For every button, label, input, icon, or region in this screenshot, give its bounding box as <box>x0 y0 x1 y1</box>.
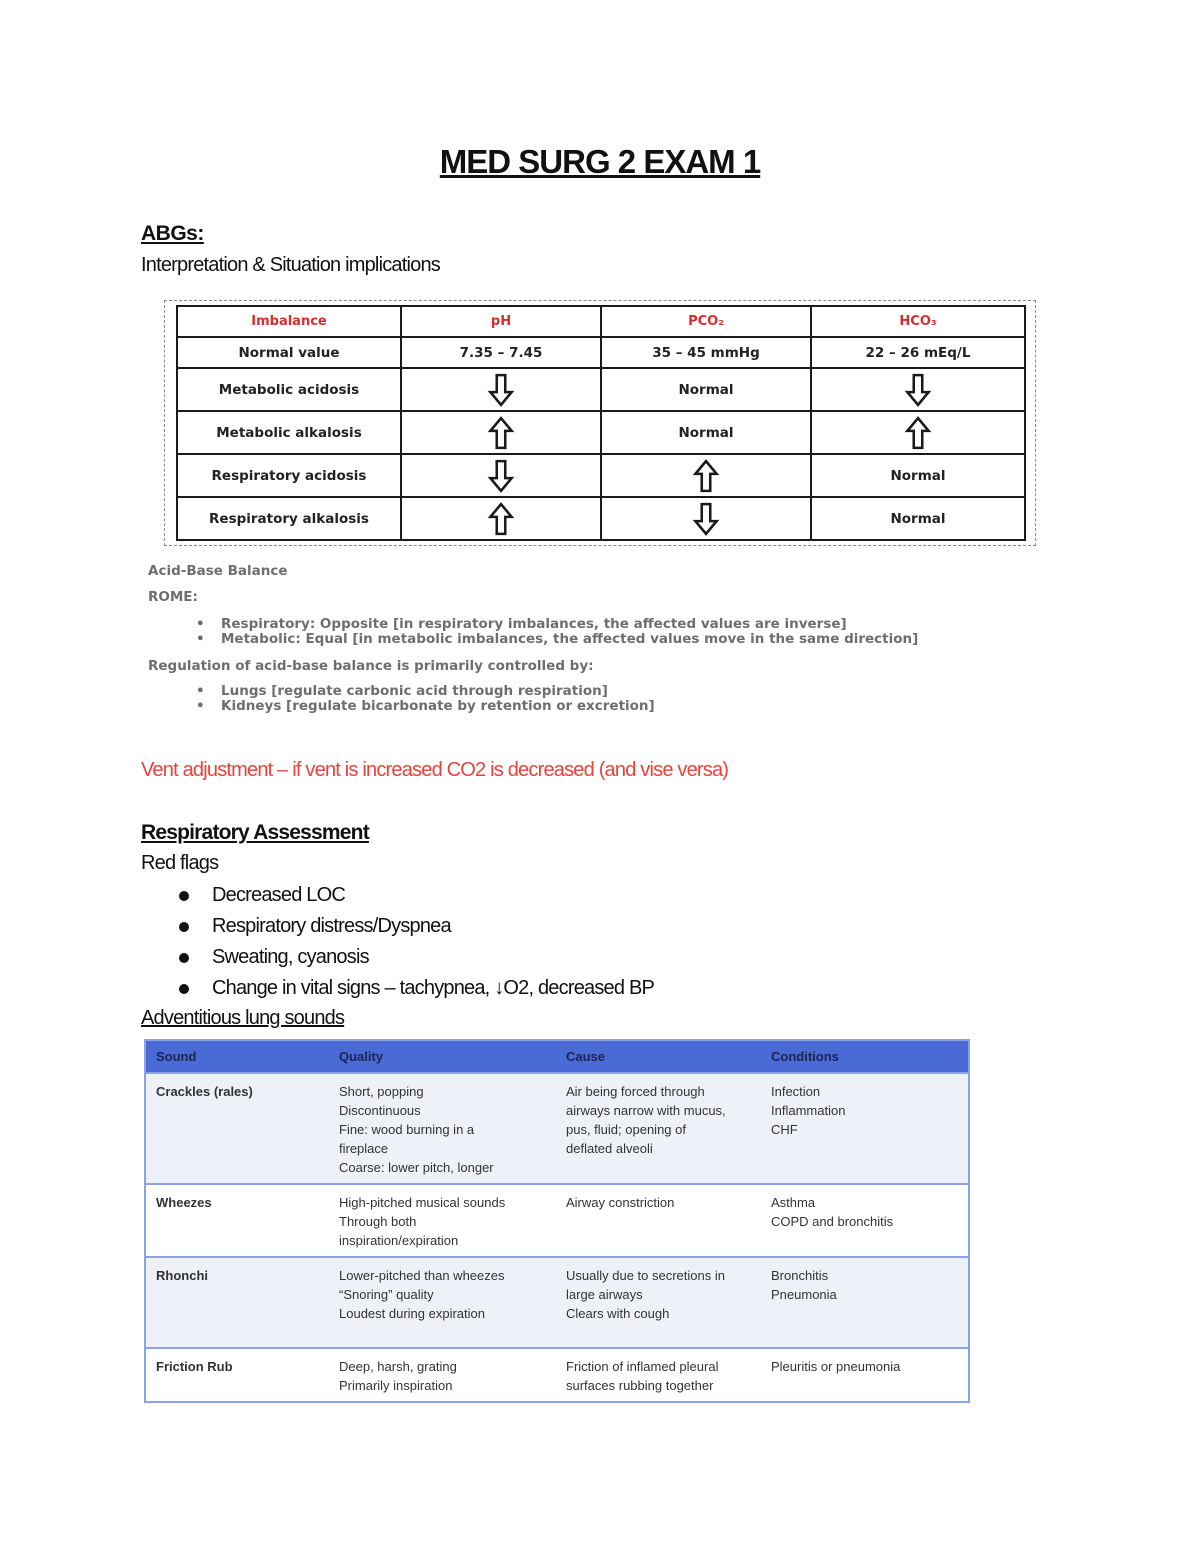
page-title: MED SURG 2 EXAM 1 <box>439 143 761 180</box>
abg-imbalance-name: Respiratory alkalosis <box>177 497 401 540</box>
abg-normal-hco3: 22 – 26 mEq/L <box>811 337 1025 368</box>
lung-cause-line: Air being forced through <box>566 1084 705 1099</box>
lung-sound-row <box>145 1348 969 1402</box>
red-flag-item: Change in vital signs – tachypnea, ↓O2, decreased BP <box>178 973 654 1004</box>
arrow-down-icon <box>900 373 936 407</box>
abg-pco2-arrow <box>601 497 811 540</box>
lung-cause-line: deflated alveoli <box>566 1141 653 1156</box>
arrow-up-icon <box>688 459 724 493</box>
lung-quality-line: Deep, harsh, grating <box>339 1359 457 1374</box>
lung-quality-line: Primarily inspiration <box>339 1378 453 1393</box>
lung-sound-quality <box>329 1073 556 1184</box>
lung-sound-row <box>145 1257 969 1348</box>
lung-sound-cause <box>556 1184 761 1257</box>
arrow-up-icon <box>483 416 519 450</box>
red-flag-item: Sweating, cyanosis <box>178 942 654 973</box>
lung-sound-cause <box>556 1348 761 1402</box>
abg-row <box>177 411 1025 454</box>
lung-header-sound: Sound <box>145 1040 329 1073</box>
abg-header-pco2: PCO₂ <box>601 306 811 337</box>
lung-sound-cause <box>556 1257 761 1348</box>
lung-sound-name: Friction Rub <box>145 1348 329 1402</box>
abg-ph-arrow <box>401 411 601 454</box>
lung-quality-line: Fine: wood burning in a <box>339 1122 475 1137</box>
lung-sound-quality <box>329 1257 556 1348</box>
lung-cause-line: airways narrow with mucus, <box>566 1103 726 1118</box>
lung-sound-name: Wheezes <box>145 1184 329 1257</box>
lung-quality-line: Loudest during expiration <box>339 1306 485 1321</box>
abg-ph-arrow <box>401 368 601 411</box>
lung-cause-line: pus, fluid; opening of <box>566 1122 686 1137</box>
lung-conditions-line: COPD and bronchitis <box>771 1214 894 1229</box>
acid-base-heading: Acid-Base Balance <box>148 563 288 579</box>
rome-label: ROME: <box>148 589 198 605</box>
abg-header-ph: pH <box>401 306 601 337</box>
lung-sound-conditions <box>761 1257 969 1348</box>
rome-item-respiratory: • Respiratory: Opposite [in respiratory imbalances, the affected values are inverse] <box>196 617 918 632</box>
red-flag-item: Decreased LOC <box>178 880 654 911</box>
regulation-item-lungs: • Lungs [regulate carbonic acid through respiration] <box>196 684 655 699</box>
arrow-up-icon <box>483 502 519 536</box>
lung-quality-line: Through both <box>339 1214 417 1229</box>
lung-header-cause: Cause <box>556 1040 761 1073</box>
lung-sound-conditions <box>761 1348 969 1402</box>
abg-row <box>177 454 1025 497</box>
lung-cause-line: Clears with cough <box>566 1306 670 1321</box>
abg-normal-ph: 7.35 – 7.45 <box>401 337 601 368</box>
lung-quality-line: Discontinuous <box>339 1103 421 1118</box>
arrow-up-icon <box>900 416 936 450</box>
lung-conditions-line: Asthma <box>771 1195 816 1210</box>
abg-hco3-arrow <box>811 411 1025 454</box>
abg-ph-arrow <box>401 497 601 540</box>
abg-pco2-value: Normal <box>601 368 811 411</box>
regulation-list <box>196 684 655 713</box>
lung-conditions-line: Pleuritis or pneumonia <box>771 1359 901 1374</box>
lung-quality-line: Coarse: lower pitch, longer <box>339 1160 494 1175</box>
lung-sound-name: Crackles (rales) <box>145 1073 329 1184</box>
abg-header-hco3: HCO₃ <box>811 306 1025 337</box>
lung-sound-conditions <box>761 1184 969 1257</box>
arrow-down-icon <box>688 502 724 536</box>
lung-cause-line: large airways <box>566 1287 643 1302</box>
abg-table <box>176 305 1026 541</box>
abg-imbalance-name: Metabolic acidosis <box>177 368 401 411</box>
vent-adjustment-note: Vent adjustment – if vent is increased CO2 is decreased (and vise versa) <box>141 759 729 781</box>
lung-sounds-table <box>144 1039 970 1403</box>
lung-quality-line: Short, popping <box>339 1084 424 1099</box>
adventitious-lung-sounds-heading: Adventitious lung sounds <box>141 1007 345 1029</box>
lung-quality-line: “Snoring” quality <box>339 1287 434 1302</box>
lung-sound-quality <box>329 1348 556 1402</box>
abg-ph-arrow <box>401 454 601 497</box>
regulation-heading: Regulation of acid-base balance is primarily controlled by: <box>148 658 594 674</box>
lung-sound-cause <box>556 1073 761 1184</box>
abg-imbalance-name: Metabolic alkalosis <box>177 411 401 454</box>
lung-quality-line: Lower-pitched than wheezes <box>339 1268 505 1283</box>
lung-cause-line: surfaces rubbing together <box>566 1378 714 1393</box>
abg-row <box>177 368 1025 411</box>
arrow-down-icon <box>483 373 519 407</box>
lung-sound-conditions <box>761 1073 969 1184</box>
lung-sound-row <box>145 1184 969 1257</box>
abgs-heading: ABGs: <box>141 222 204 245</box>
abg-header-imbalance: Imbalance <box>177 306 401 337</box>
lung-header-conditions: Conditions <box>761 1040 969 1073</box>
abg-pco2-value: Normal <box>601 411 811 454</box>
abg-normal-pco2: 35 – 45 mmHg <box>601 337 811 368</box>
lung-sound-row <box>145 1073 969 1184</box>
lung-header-quality: Quality <box>329 1040 556 1073</box>
abg-hco3-value: Normal <box>811 454 1025 497</box>
lung-cause-line: Friction of inflamed pleural <box>566 1359 719 1374</box>
lung-quality-line: High-pitched musical sounds <box>339 1195 506 1210</box>
lung-quality-line: fireplace <box>339 1141 389 1156</box>
red-flags-list <box>178 880 654 1004</box>
lung-sound-quality <box>329 1184 556 1257</box>
respiratory-assessment-heading: Respiratory Assessment <box>141 821 369 844</box>
lung-conditions-line: CHF <box>771 1122 798 1137</box>
abg-normal-row <box>177 337 1025 368</box>
lung-cause-line: Airway constriction <box>566 1195 675 1210</box>
regulation-item-kidneys: • Kidneys [regulate bicarbonate by retention or excretion] <box>196 699 655 714</box>
abg-row <box>177 497 1025 540</box>
lung-conditions-line: Bronchitis <box>771 1268 829 1283</box>
abg-hco3-value: Normal <box>811 497 1025 540</box>
lung-conditions-line: Inflammation <box>771 1103 846 1118</box>
rome-list <box>196 617 918 646</box>
abg-pco2-arrow <box>601 454 811 497</box>
abg-normal-label: Normal value <box>177 337 401 368</box>
lung-quality-line: inspiration/expiration <box>339 1233 459 1248</box>
lung-conditions-line: Infection <box>771 1084 821 1099</box>
abg-imbalance-name: Respiratory acidosis <box>177 454 401 497</box>
lung-cause-line: Usually due to secretions in <box>566 1268 725 1283</box>
lung-conditions-line: Pneumonia <box>771 1287 837 1302</box>
red-flag-item: Respiratory distress/Dyspnea <box>178 911 654 942</box>
arrow-down-icon <box>483 459 519 493</box>
abg-hco3-arrow <box>811 368 1025 411</box>
rome-item-metabolic: • Metabolic: Equal [in metabolic imbalances, the affected values move in the same direction] <box>196 632 918 647</box>
abgs-subtitle: Interpretation & Situation implications <box>141 254 440 276</box>
lung-sound-name: Rhonchi <box>145 1257 329 1348</box>
red-flags-label: Red flags <box>141 852 219 874</box>
